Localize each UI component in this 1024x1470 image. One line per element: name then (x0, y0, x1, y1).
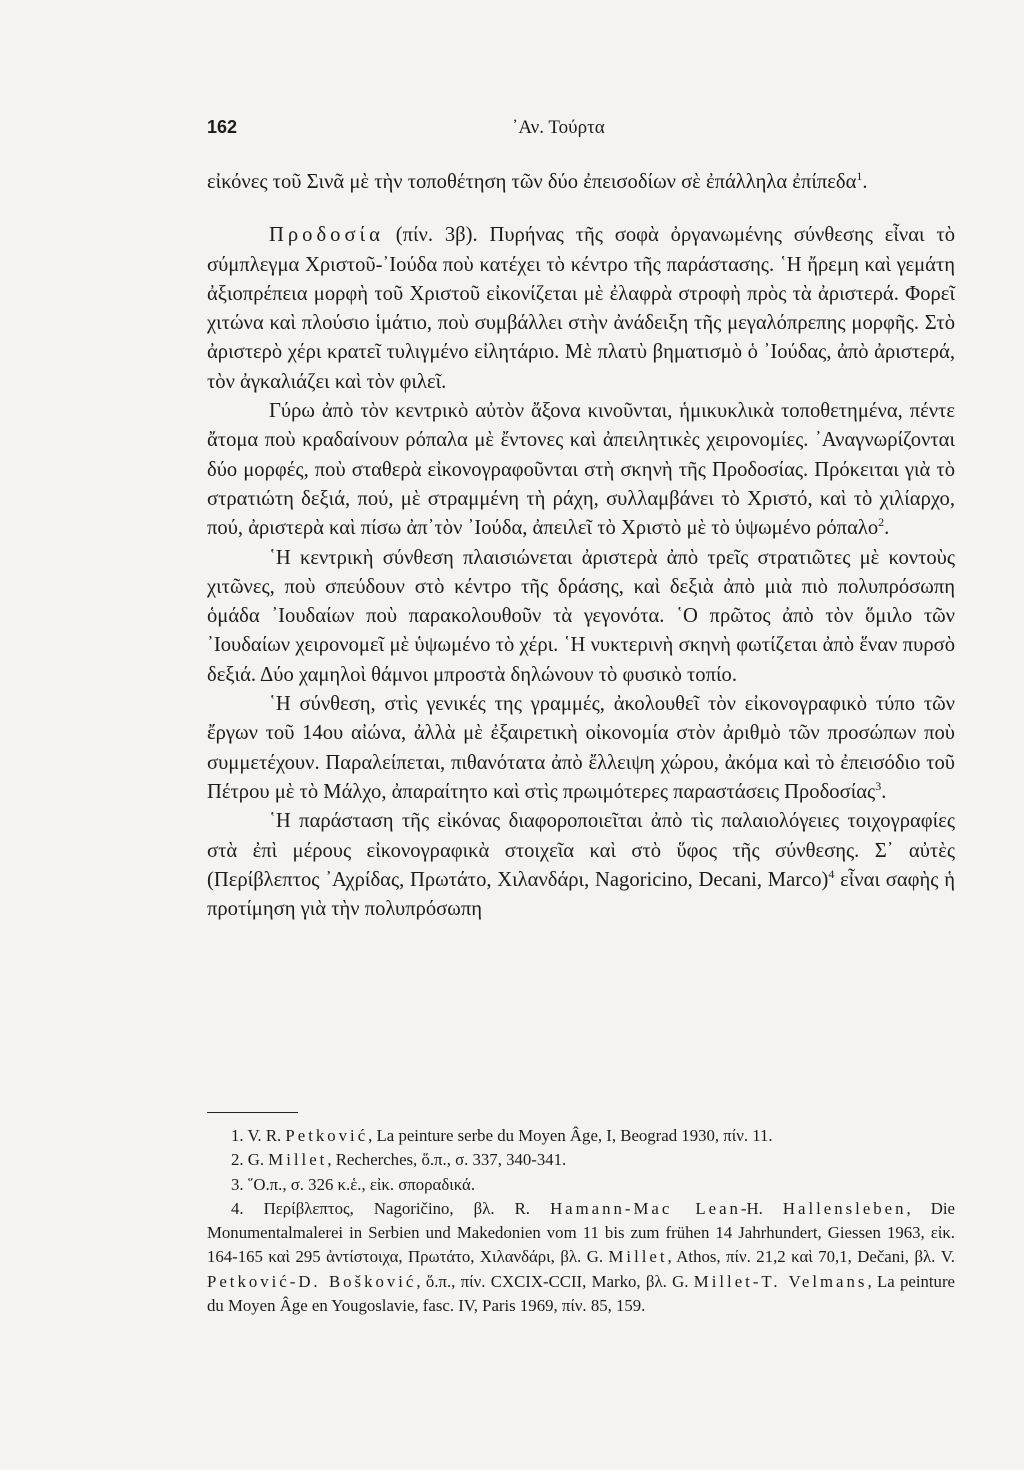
footnote-2: 2. G. Millet, Recherches, ὅ.π., σ. 337, 340-341. (231, 1150, 567, 1170)
footnote-1: 1. V. R. Petković, La peinture serbe du Moyen Âge, I, Beograd 1930, πίν. 11. (231, 1126, 773, 1145)
footnote-4: 4. Περίβλεπτος, Nagoričino, βλ. R. Hamann-Mac Lean-H. Hallensleben, Die Monumentalmalerei in Serbien und Makedonien vom 11 bis zum frühen 14 Jahrhundert, Giessen 1963, εἰκ. 164-165 καὶ 295 ἀντίστοιχα, Πρωτάτο, Χιλανδάρι, βλ. G. Millet, Athos, πίν. 21,2 καὶ 70,1, Dečani, βλ. V. Petković-D. Bošković, ὅ.π., πίν. CXCIX-CCII, Marko, βλ. G. Millet-T. Velmans, La peinture du Moyen Âge en Yougoslavie, fasc. IV, Paris 1969, πίν. 85, 159. (207, 1198, 955, 1316)
paragraph-4: ῾Η κεντρικὴ σύνθεση πλαισιώνεται ἀριστερὰ ἀπὸ τρεῖς στρατιῶτες μὲ κοντοὺς χιτῶνες, ποὺ σπεύδουν στὸ κέντρο τῆς δράσης, καὶ δεξιὰ ἀπὸ μιὰ πιὸ πολυπρόσωπη ὁμάδα ᾿Ιουδαίων ποὺ παρακολουθοῦν τὰ γεγονότα. ῾Ο πρῶτος ἀπὸ τὸν ὅμιλο τῶν ᾿Ιουδαίων χειρονομεῖ μὲ ὑψωμένο τὸ χέρι. ῾Η νυκτερινὴ σκηνὴ φωτίζεται ἀπὸ ἕναν πυρσὸ δεξιά. Δύο χαμηλοὶ θάμνοι μπροστὰ δηλώνουν τὸ φυσικὸ τοπίο. (207, 546, 955, 686)
footnote-ref-2: 2 (878, 515, 885, 530)
paragraph-1: εἰκόνες τοῦ Σινᾶ μὲ τὴν τοποθέτηση τῶν δύο ἐπεισοδίων σὲ ἐπάλληλα ἐπίπεδα$^1$. (207, 169, 868, 193)
footnote-separator (207, 1112, 298, 1113)
paragraph-2: Προδοσία (πίν. 3β). Πυρήνας τῆς σοφὰ ὀργανωμένης σύνθεσης εἶναι τὸ σύμπλεγμα Χριστοῦ-᾿Ιούδα ποὺ κατέχει τὸ κέντρο τῆς παράστασης. ῾Η ἤρεμη καὶ γεμάτη ἀξιοπρέπεια μορφὴ τοῦ Χριστοῦ εἰκονίζεται μὲ ἐλαφρὰ στροφὴ πρὸς τὰ ἀριστερά. Φορεῖ χιτώνα καὶ πλούσιο ἱμάτιο, ποὺ συμβάλλει στὴν ἀνάδειξη τῆς μεγαλόπρεπης μορφῆς. Στὸ ἀριστερὸ χέρι κρατεῖ τυλιγμένο εἰλητάριο. Μὲ πλατὺ βηματισμὸ ὁ ᾿Ιούδας, ἀπὸ ἀριστερά, τὸν ἀγκαλιάζει καὶ τὸν φιλεῖ. (207, 224, 955, 393)
footnote-3: 3. ῞Ο.π., σ. 326 κ.ἑ., εἰκ. σποραδικά. (231, 1174, 476, 1194)
paragraph-5: ῾Η σύνθεση, στὶς γενικές της γραμμές, ἀκολουθεῖ τὸν εἰκονογραφικὸ τύπο τῶν ἔργων τοῦ 14ου αἰώνα, ἀλλὰ μὲ ἐξαιρετικὴ οἰκονομία στὸν ἀριθμὸ τῶν προσώπων ποὺ συμμετέχουν. Παραλείπεται, πιθανότατα ἀπὸ ἔλλειψη χώρου, ἀκόμα καὶ τὸ ἐπεισόδιο τοῦ Πέτρου μὲ τὸ Μάλχο, ἀπαραίτητο καὶ στὶς πρωιμότερες παραστάσεις Προδοσίας$^3$. (207, 693, 955, 803)
footnotes (207, 1124, 955, 1318)
page-header (207, 117, 955, 147)
main-text (207, 168, 955, 924)
paragraph-6: ῾Η παράσταση τῆς εἰκόνας διαφοροποιεῖται ἀπὸ τὶς παλαιολόγειες τοιχογραφίες στὰ ἐπὶ μέρους εἰκονογραφικὰ στοιχεῖα καὶ στὸ ὕφος τῆς σύνθεσης. Σ᾿ αὐτὲς (Περίβλεπτος ᾿Αχρίδας, Πρωτάτο, Χιλανδάρι, Nagoricino, Decani, Marco)$^4$ εἶναι σαφὴς ἡ προτίμηση γιὰ τὴν πολυπρόσωπη (207, 810, 955, 921)
section-heading-prodosia: Προδοσία (269, 224, 384, 247)
running-title: ᾿Αν. Τούρτα (512, 117, 605, 138)
footnote-ref-4: 4 (828, 866, 835, 881)
footnote-ref-1: 1 (856, 169, 863, 184)
page-number: 162 (207, 117, 238, 137)
footnote-ref-3: 3 (875, 779, 882, 794)
paragraph-3: Γύρω ἀπὸ τὸν κεντρικὸ αὐτὸν ἄξονα κινοῦνται, ἡμικυκλικὰ τοποθετημένα, πέντε ἄτομα ποὺ κραδαίνουν ρόπαλα μὲ ἔντονες καὶ ἀπειλητικὲς χειρονομίες. ᾿Αναγνωρίζονται δύο μορφές, ποὺ σταθερὰ εἰκονογραφοῦνται στὴ σκηνὴ τῆς Προδοσίας. Πρόκειται γιὰ τὸ στρατιώτη δεξιά, πού, μὲ στραμμένη τὴ ράχη, συλλαμβάνει τὸ Χριστό, καὶ τὸ χιλίαρχο, πού, ἀριστερὰ καὶ πίσω ἀπ᾿τὸν ᾿Ιούδα, ἀπειλεῖ τὸ Χριστὸ μὲ τὸ ὑψωμένο ρόπαλο$^2$. (207, 400, 955, 540)
